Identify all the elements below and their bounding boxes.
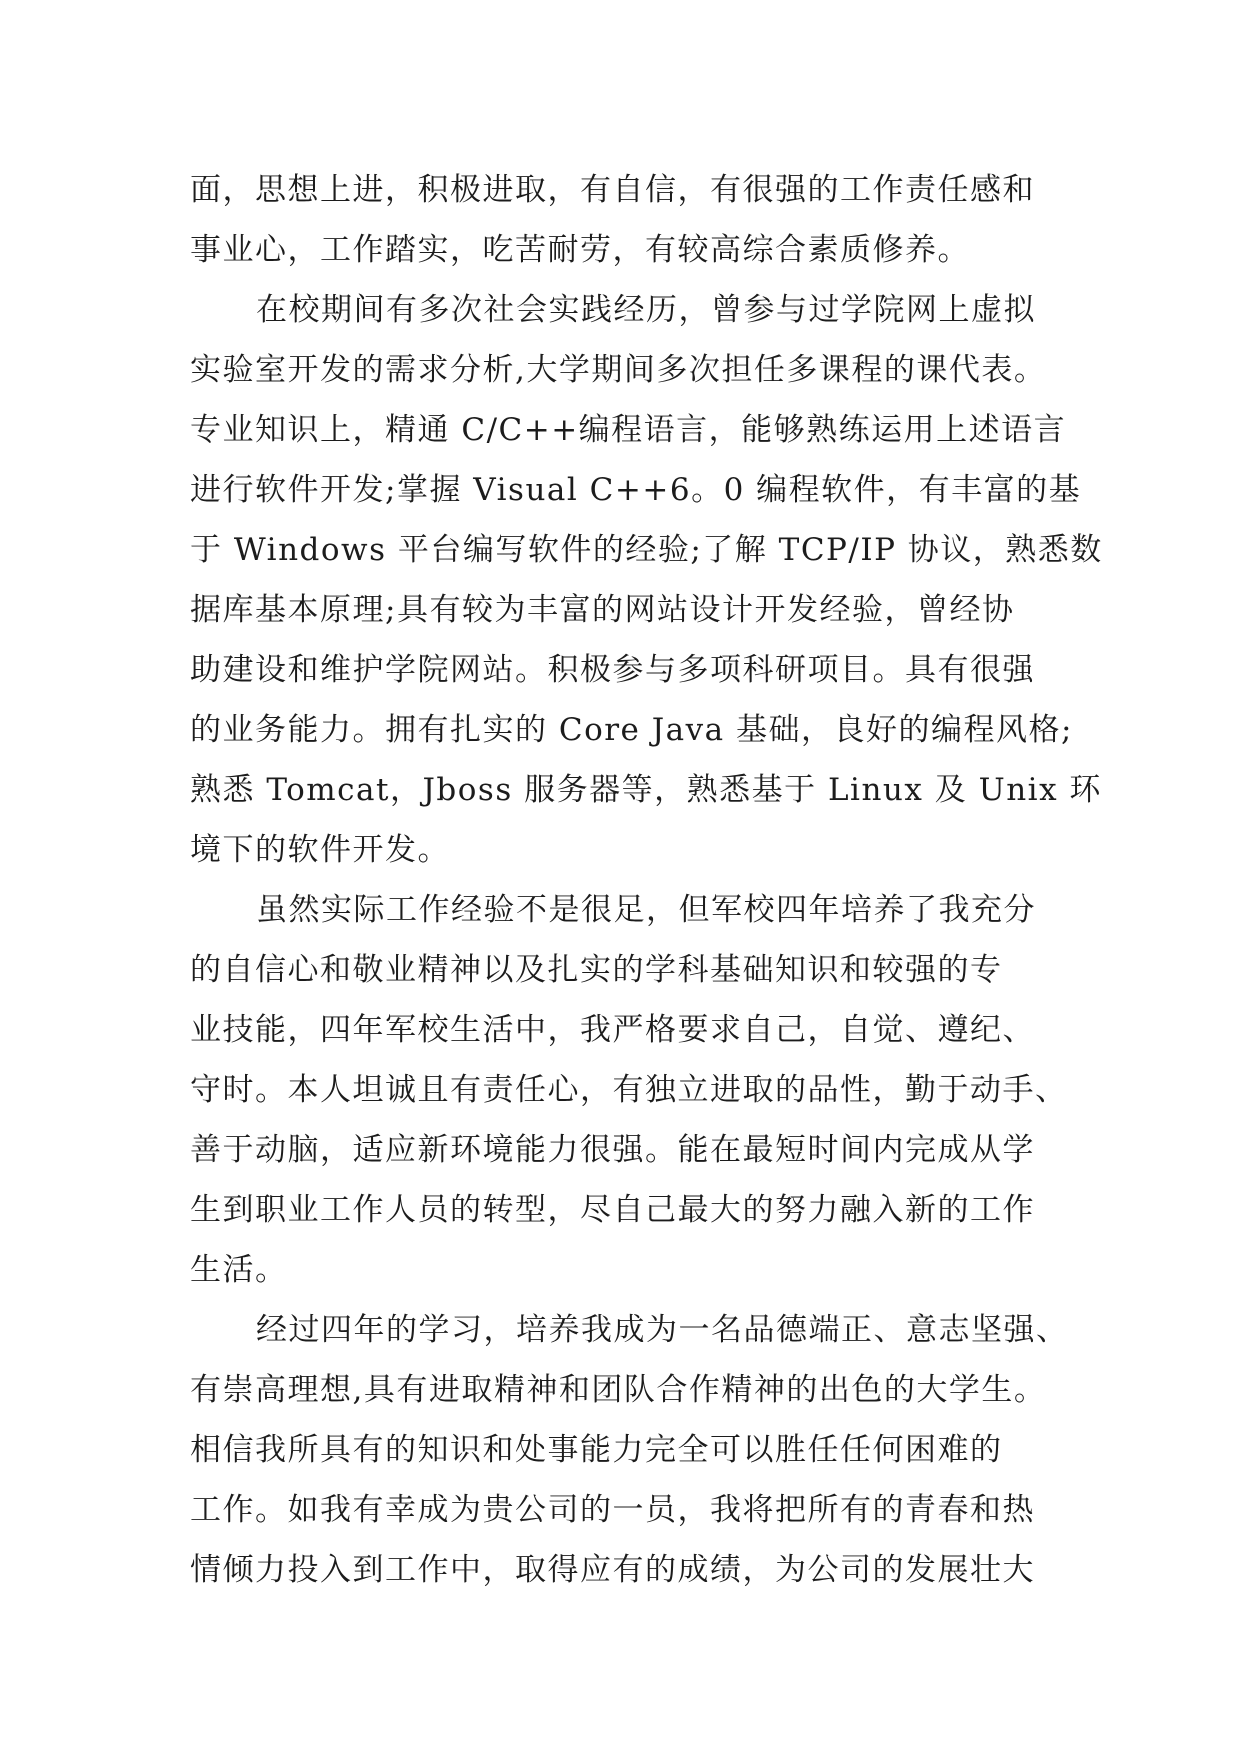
text-line: 业技能，四年军校生活中，我严格要求自己，自觉、遵纪、: [190, 1012, 1035, 1048]
paragraph-work-experience: [190, 880, 1068, 1300]
text-line: 的自信心和敬业精神以及扎实的学科基础知识和较强的专: [190, 952, 1003, 988]
text-line: 实验室开发的需求分析,大学期间多次担任多课程的课代表。: [190, 352, 1047, 388]
text-line: 于 Windows 平台编写软件的经验;了解 TCP/IP 协议，熟悉数: [190, 532, 1103, 568]
text-line: 事业心，工作踏实，吃苦耐劳，有较高综合素质修养。: [190, 232, 970, 268]
text-line: 有崇高理想,具有进取精神和团队合作精神的出色的大学生。: [190, 1372, 1047, 1408]
text-line: 虽然实际工作经验不是很足，但军校四年培养了我充分: [256, 892, 1036, 928]
paragraph-conclusion: [190, 1300, 1069, 1600]
text-line: 工作。如我有幸成为贵公司的一员，我将把所有的青春和热: [190, 1492, 1035, 1528]
paragraph-continued: [190, 160, 1060, 280]
text-line: 经过四年的学习，培养我成为一名品德端正、意志坚强、: [256, 1312, 1069, 1348]
text-line: 助建设和维护学院网站。积极参与多项科研项目。具有很强: [190, 652, 1035, 688]
text-line: 熟悉 Tomcat，Jboss 服务器等，熟悉基于 Linux 及 Unix 环: [190, 772, 1102, 808]
text-line: 情倾力投入到工作中，取得应有的成绩，为公司的发展壮大: [190, 1552, 1035, 1588]
paragraph-campus-experience: [190, 280, 1103, 880]
text-line: 生活。: [190, 1252, 288, 1288]
text-line: 进行软件开发;掌握 Visual C++6。0 编程软件，有丰富的基: [190, 472, 1082, 508]
text-line: 据库基本原理;具有较为丰富的网站设计开发经验，曾经协: [190, 592, 1015, 628]
text-line: 的业务能力。拥有扎实的 Core Java 基础，良好的编程风格;: [190, 712, 1073, 748]
text-line: 专业知识上，精通 C/C++编程语言，能够熟练运用上述语言: [190, 412, 1067, 448]
text-line: 善于动脑，适应新环境能力很强。能在最短时间内完成从学: [190, 1132, 1035, 1168]
text-line: 守时。本人坦诚且有责任心，有独立进取的品性，勤于动手、: [190, 1072, 1068, 1108]
text-line: 面，思想上进，积极进取，有自信，有很强的工作责任感和: [190, 172, 1035, 208]
text-line: 在校期间有多次社会实践经历，曾参与过学院网上虚拟: [256, 292, 1036, 328]
text-line: 境下的软件开发。: [190, 832, 450, 868]
document-page: [190, 160, 1103, 1600]
text-line: 生到职业工作人员的转型，尽自己最大的努力融入新的工作: [190, 1192, 1035, 1228]
text-line: 相信我所具有的知识和处事能力完全可以胜任任何困难的: [190, 1432, 1003, 1468]
